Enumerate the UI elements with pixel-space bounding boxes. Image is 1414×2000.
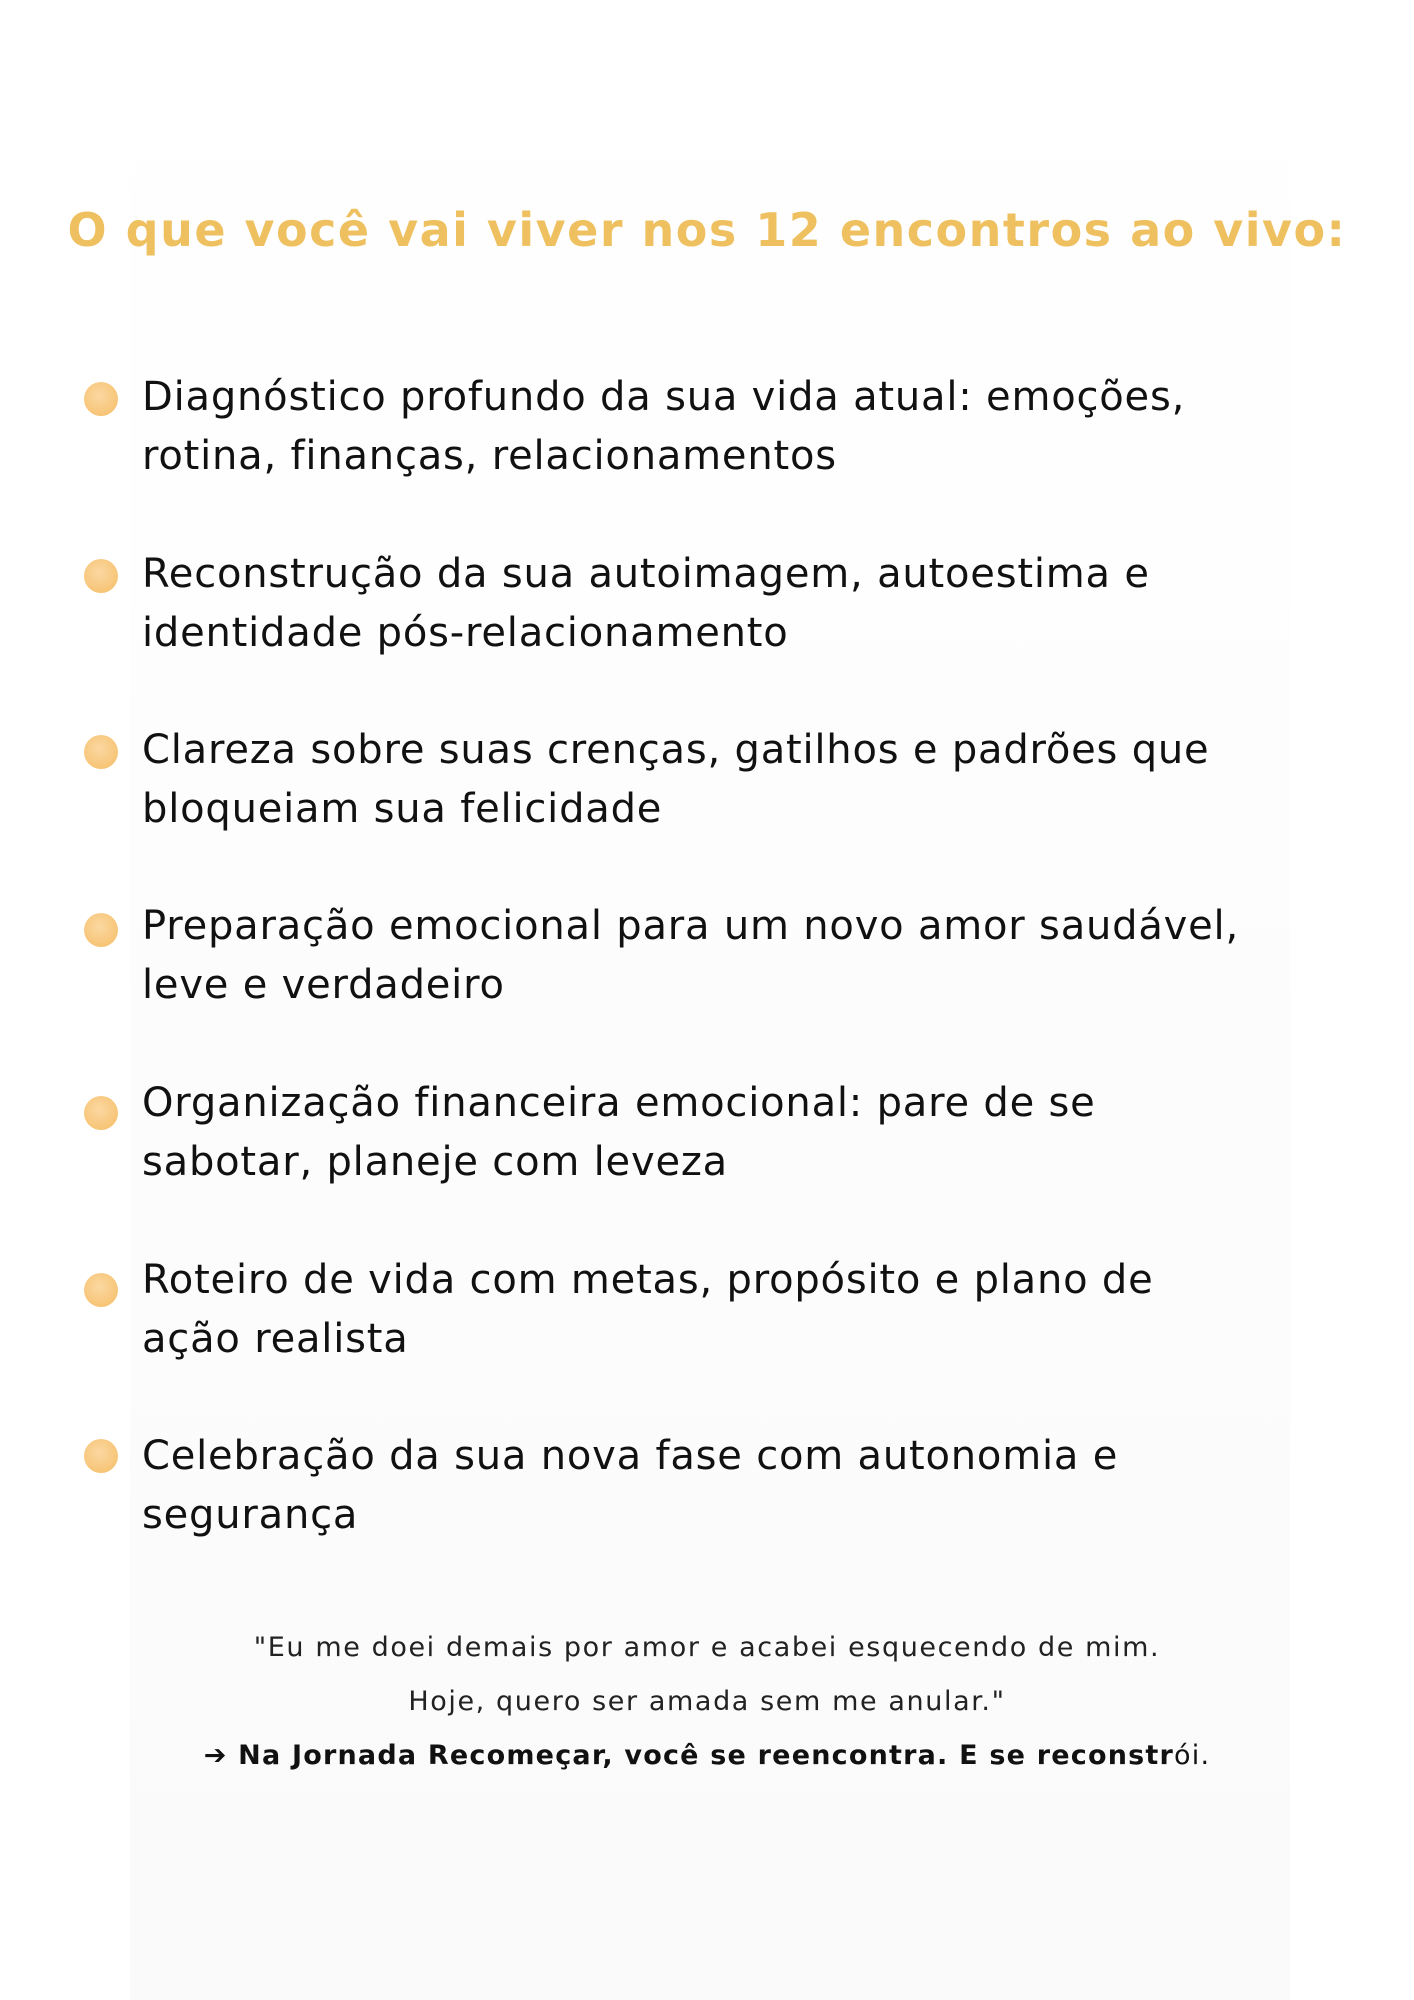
list-item-text <box>142 897 1342 1015</box>
bullet-dot <box>84 735 118 769</box>
list-item-line: Roteiro de vida com metas, propósito e plano de <box>142 1257 1154 1303</box>
list-item-line: Clareza sobre suas crenças, gatilhos e padrões que <box>142 727 1210 773</box>
list-item-line: sabotar, planeje com leveza <box>142 1139 728 1185</box>
page-title: O que você vai viver nos 12 encontros ao vivo: <box>67 203 1347 257</box>
list-item-text <box>142 1251 1342 1369</box>
closing-statement <box>0 1740 1414 1771</box>
list-item-line: Preparação emocional para um novo amor saudável, <box>142 903 1239 949</box>
list-item-line: rotina, finanças, relacionamentos <box>142 433 837 479</box>
list-item-line: segurança <box>142 1492 359 1538</box>
list-item-line: Celebração da sua nova fase com autonomia e <box>142 1433 1119 1479</box>
bullet-dot <box>84 559 118 593</box>
list-item-text <box>142 1427 1342 1545</box>
list-item-text <box>142 721 1342 839</box>
list-item-line: identidade pós-relacionamento <box>142 610 789 656</box>
testimonial-quote-line: Hoje, quero ser amada sem me anular." <box>408 1686 1006 1717</box>
bullet-dot <box>84 382 118 416</box>
list-item-line: leve e verdadeiro <box>142 962 505 1008</box>
closing-statement-regular: ói. <box>1174 1740 1211 1771</box>
testimonial-quote-line: "Eu me doei demais por amor e acabei esquecendo de mim. <box>253 1632 1161 1663</box>
list-item-line: ação realista <box>142 1316 409 1362</box>
list-item-line: Diagnóstico profundo da sua vida atual: emoções, <box>142 374 1186 420</box>
bullet-dot <box>84 1439 118 1473</box>
closing-statement-bold: ➔ Na Jornada Recomeçar, você se reencontra. E se reconstr <box>203 1740 1175 1771</box>
bullet-dot <box>84 1273 118 1307</box>
list-item-line: Organização financeira emocional: pare de se <box>142 1080 1096 1126</box>
list-item-line: bloqueiam sua felicidade <box>142 786 663 832</box>
list-item-text <box>142 368 1342 486</box>
list-item-text <box>142 1074 1342 1192</box>
list-item-text <box>142 545 1342 663</box>
bullet-dot <box>84 913 118 947</box>
list-item-line: Reconstrução da sua autoimagem, autoestima e <box>142 551 1150 597</box>
bullet-dot <box>84 1096 118 1130</box>
